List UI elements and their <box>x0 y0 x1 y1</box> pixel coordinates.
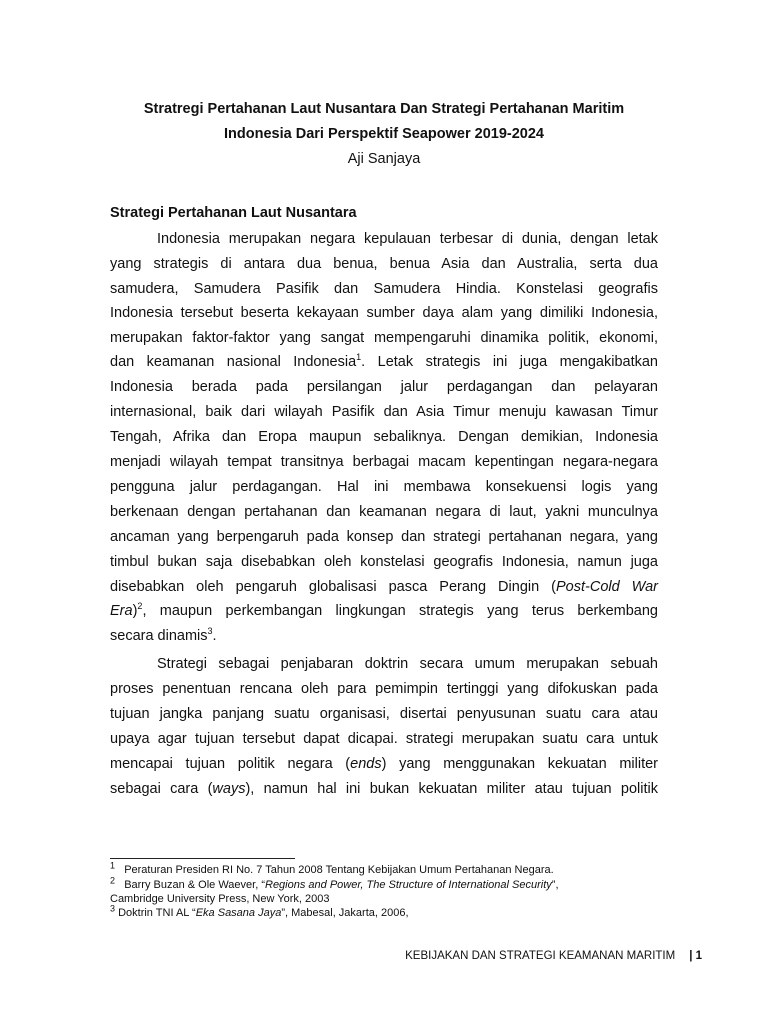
text-run: ), namun hal ini bukan kekuatan militer atau tujuan politik <box>245 781 658 797</box>
footnote-number: 2 <box>110 875 116 886</box>
paragraph-1-line: timbul bukan saja disebabkan oleh konstelasi geografis Indonesia, namun juga <box>110 554 658 570</box>
text-run: mencapai tujuan politik negara ( <box>110 756 351 772</box>
text-run: ) yang menggunakan kekuatan militer <box>381 756 658 772</box>
paragraph-1-line <box>110 354 658 370</box>
paragraph-1-line: ancaman yang berpengaruh pada konsep dan strategi pertahanan negara, yang <box>110 529 658 545</box>
paragraph-1-line: samudera, Samudera Pasifik dan Samudera Hindia. Konstelasi geografis <box>110 281 658 297</box>
paragraph-2-line: upaya agar tujuan tersebut dapat dicapai. strategi merupakan suatu cara untuk <box>110 731 658 747</box>
text-run: disebabkan oleh pengaruh globalisasi pasca Perang Dingin ( <box>110 579 557 595</box>
italic-term: ends <box>350 756 382 772</box>
text-run: dan keamanan nasional Indonesia <box>110 354 357 370</box>
footnote-text: ”, Mabesal, Jakarta, 2006, <box>281 907 409 919</box>
footnote-text: Peraturan Presiden RI No. 7 Tahun 2008 Tentang Kebijakan Umum Pertahanan Negara. <box>124 864 554 876</box>
paper-title-line-2: Indonesia Dari Perspektif Seapower 2019-2024 <box>224 126 544 142</box>
footnote-text: Doktrin TNI AL “ <box>118 907 196 919</box>
text-run: ) <box>132 603 138 619</box>
text-run: . Letak strategis ini juga mengakibatkan <box>361 354 658 370</box>
italic-term: Era <box>110 603 133 619</box>
paper-title-line-1: Stratregi Pertahanan Laut Nusantara Dan Strategi Pertahanan Maritim <box>143 101 625 117</box>
paragraph-2-line: tujuan jangka panjang suatu organisasi, disertai penyusunan suatu cara atau <box>110 706 658 722</box>
footnote-separator <box>110 858 295 859</box>
footnote-number: 1 <box>110 860 116 871</box>
footnote-ref-2[interactable]: 2 <box>137 601 143 612</box>
footnote-italic-title: Eka Sasana Jaya <box>195 907 282 919</box>
footnote-text: Barry Buzan & Ole Waever, “ <box>124 879 265 891</box>
paragraph-1-line: yang strategis di antara dua benua, benua Asia dan Australia, serta dua <box>110 256 658 272</box>
footnote-2-continued: Cambridge University Press, New York, 2003 <box>110 893 330 905</box>
footnote-italic-title: Regions and Power, The Structure of International Security <box>265 879 552 891</box>
paragraph-1-line <box>110 628 658 644</box>
author-name: Aji Sanjaya <box>347 151 421 167</box>
paragraph-1-line: berkenaan dengan pertahanan dan keamanan negara di laut, yakni munculnya <box>110 504 658 520</box>
italic-term: ways <box>212 781 246 797</box>
footnote-number: 3 <box>110 903 116 914</box>
paragraph-1-line: Indonesia tersebut beserta kekayaan sumber daya alam yang dimiliki Indonesia, <box>110 305 658 321</box>
paragraph-1-line: Indonesia berada pada persilangan jalur perdagangan dan pelayaran <box>110 379 658 395</box>
text-run: , maupun perkembangan lingkungan strategis yang terus berkembang <box>142 603 658 619</box>
paragraph-1-line: menjadi wilayah tempat transitnya berbagai macam kepentingan negara-negara <box>110 454 658 470</box>
paragraph-2-line: proses penentuan rencana oleh para pemimpin tertinggi yang difokuskan pada <box>110 681 658 697</box>
text-run: secara dinamis <box>110 628 208 644</box>
text-run: . <box>212 628 217 644</box>
paragraph-2-line: Strategi sebagai penjabaran doktrin secara umum merupakan sebuah <box>157 656 658 672</box>
running-footer <box>405 950 702 962</box>
paragraph-1-line: Tengah, Afrika dan Eropa maupun sebaliknya. Dengan demikian, Indonesia <box>110 429 658 445</box>
paragraph-1-line: Indonesia merupakan negara kepulauan terbesar di dunia, dengan letak <box>157 231 658 247</box>
paragraph-1-line: merupakan faktor-faktor yang sangat mempengaruhi dinamika politik, ekonomi, <box>110 330 658 346</box>
section-heading: Strategi Pertahanan Laut Nusantara <box>110 205 357 221</box>
paragraph-2-line <box>110 781 658 797</box>
paragraph-1-line: internasional, baik dari wilayah Pasifik dan Asia Timur menuju kawasan Timur <box>110 404 658 420</box>
page-number: | 1 <box>689 950 702 962</box>
italic-term: Post-Cold War <box>556 579 659 595</box>
footnote-ref-3[interactable]: 3 <box>207 626 213 637</box>
paragraph-1-line: pengguna jalur perdagangan. Hal ini membawa konsekuensi logis yang <box>110 479 658 495</box>
footnote-1 <box>110 860 554 877</box>
text-run: sebagai cara ( <box>110 781 213 797</box>
paragraph-1-line <box>110 579 658 595</box>
footnote-text: ”, <box>551 879 559 891</box>
paragraph-2-line <box>110 756 658 772</box>
paragraph-1-line <box>110 603 658 619</box>
footer-title: KEBIJAKAN DAN STRATEGI KEAMANAN MARITIM <box>405 950 676 962</box>
footnote-2 <box>110 875 559 892</box>
footnote-ref-1[interactable]: 1 <box>356 352 362 363</box>
footnote-3 <box>110 903 409 920</box>
